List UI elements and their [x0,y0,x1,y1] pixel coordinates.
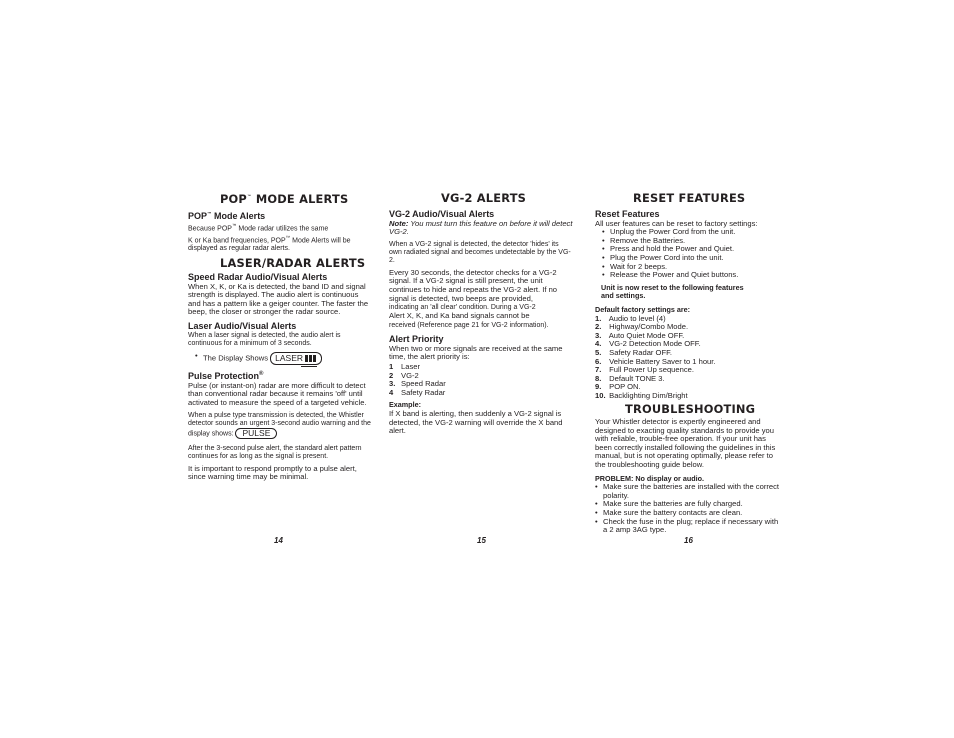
page-number: 15 [477,536,486,545]
signal-bars-icon [305,354,317,364]
pulse-text-4: It is important to respond promptly to a pulse alert, since warning time may be minimal. [188,463,357,482]
list-item: 3. Speed Radar [389,379,446,389]
list-item: 7. Full Power Up sequence. [595,365,694,375]
alert-priority-list [389,363,573,397]
vg2-text-2: Every 30 seconds, the detector checks for a VG-2 signal. If a VG-2 signal is still present, the unit continues to hide and repeats the VG-2 alert. If no signal is detected, two beeps are provided, indicating an 'all clear' condition. During a VG-2 Alert X, K, and Ka band signals cannot be received (Reference page 21 for VG-2 information). [389,267,558,329]
list-item: 2. Highway/Combo Mode. [595,322,689,332]
pop-mode-alerts-heading: POP™ MODE ALERTS [220,191,349,206]
problem-label: PROBLEM: No display or audio. [595,473,705,483]
speed-radar-subheading: Speed Radar Audio/Visual Alerts [188,271,328,282]
list-item: • Unplug the Power Cord from the unit. [595,228,779,237]
list-item: 3. Auto Quiet Mode OFF. [595,330,685,340]
list-item: • Make sure the batteries are installed with the correct polarity. [595,483,779,500]
list-item: 5. Safety Radar OFF. [595,347,673,357]
list-item: • Plug the Power Cord into the unit. [595,254,779,263]
alert-priority-subheading: Alert Priority [389,333,444,344]
list-item: • Press and hold the Power and Quiet. [595,245,779,254]
laser-display-icon: LASER [270,352,322,365]
list-item: • Make sure the battery contacts are clean. [595,509,779,518]
troubleshooting-text: Your Whistler detector is expertly engineered and designed to exacting quality standards to provide you with reliable, trouble-free operation. If your unit has been correctly installed following the guidelines in this manual, but is not operating optimally, please refer to the troubleshooting guide below. [595,417,776,470]
pop-mode-alerts-subheading: POP™ Mode Alerts [188,211,266,222]
list-item: • Check the fuse in the plug; replace if necessary with a 2 amp 3AG type. [595,518,779,535]
page-14-column [188,191,372,486]
list-item: 6. Vehicle Battery Saver to 1 hour. [595,356,716,366]
laser-alerts-text: When a laser signal is detected, the audio alert is continuous for a minimum of 3 seconds. [188,332,341,348]
list-item: 10. Backlighting Dim/Bright [595,390,688,400]
page-number: 14 [274,536,283,545]
vg2-alerts-heading: VG-2 ALERTS [441,191,527,205]
list-item: 1 Laser [389,361,420,371]
pulse-text-3: After the 3-second pulse alert, the standard alert pattern continues for as long as the signal is present. [188,444,362,460]
list-item: • Make sure the batteries are fully charged. [595,500,779,509]
list-item: 4. VG-2 Detection Mode OFF. [595,339,701,349]
pulse-protection-subheading: Pulse Protection® [188,370,264,381]
list-item: • The Display Shows LASER [188,352,372,365]
list-item: 2 VG-2 [389,370,419,380]
laser-alerts-subheading: Laser Audio/Visual Alerts [188,321,297,332]
example-label: Example: [389,400,421,410]
reset-features-heading: RESET FEATURES [633,191,746,205]
list-item: • Remove the Batteries. [595,237,779,246]
page-16-column [595,191,780,539]
reset-steps-list [595,228,779,280]
list-item: • Release the Power and Quiet buttons. [595,271,779,280]
list-item: 4 Safety Radar [389,387,446,397]
troubleshooting-heading: TROUBLESHOOTING [625,402,756,417]
list-item: 8. Default TONE 3. [595,373,665,383]
problem-list [595,483,779,535]
page-number: 16 [684,536,693,545]
pulse-display-icon: PULSE [235,428,277,439]
speed-radar-text: When X, K, or Ka is detected, the band ID and signal strength is displayed. The audio alert is continuous and has a pattern like a geiger counter. The faster the beep, the closer or stronger the radar source. [188,281,369,317]
pop-mode-text: Because POP™ Mode radar utilizes the same K or Ka band frequencies, POP™ Mode Alerts will be displayed as regular radar alerts. [188,223,351,253]
reset-note: Unit is now reset to the following features and settings. [601,282,744,301]
pulse-text-1: Pulse (or instant-on) radar are more difficult to detect than conventional radar because it remains 'off' until activated to measure the speed of a targeted vehicle. [188,380,367,407]
defaults-label: Default factory settings are: [595,304,691,314]
laser-display-list [188,352,372,365]
list-item: 9. POP ON. [595,382,641,392]
laser-radar-alerts-heading: LASER/RADAR ALERTS [220,256,366,271]
example-text: If X band is alerting, then suddenly a VG-2 signal is detected, the VG-2 warning will override the X band alert. [389,408,563,436]
vg2-audio-visual-subheading: VG-2 Audio/Visual Alerts [389,208,495,219]
page-15-column [389,191,573,440]
defaults-list [595,315,779,401]
vg2-note: Note: You must turn this feature on before it will detect VG-2. [389,218,573,237]
pulse-text-2: When a pulse type transmission is detected, the Whistler detector sounds an urgent 3-second audio warning and the display shows: PULSE [188,411,371,438]
alert-priority-text: When two or more signals are received at the same time, the alert priority is: [389,343,563,362]
list-item: 1. Audio to level (4) [595,313,666,323]
vg2-text-1: When a VG-2 signal is detected, the detector 'hides' its own radiated signal and becomes undetectable by the VG-2. [389,240,571,264]
reset-features-subheading: Reset Features [595,208,660,219]
reset-intro: All user features can be reset to factory settings: [595,218,758,228]
list-item: • Wait for 2 beeps. [595,263,779,272]
